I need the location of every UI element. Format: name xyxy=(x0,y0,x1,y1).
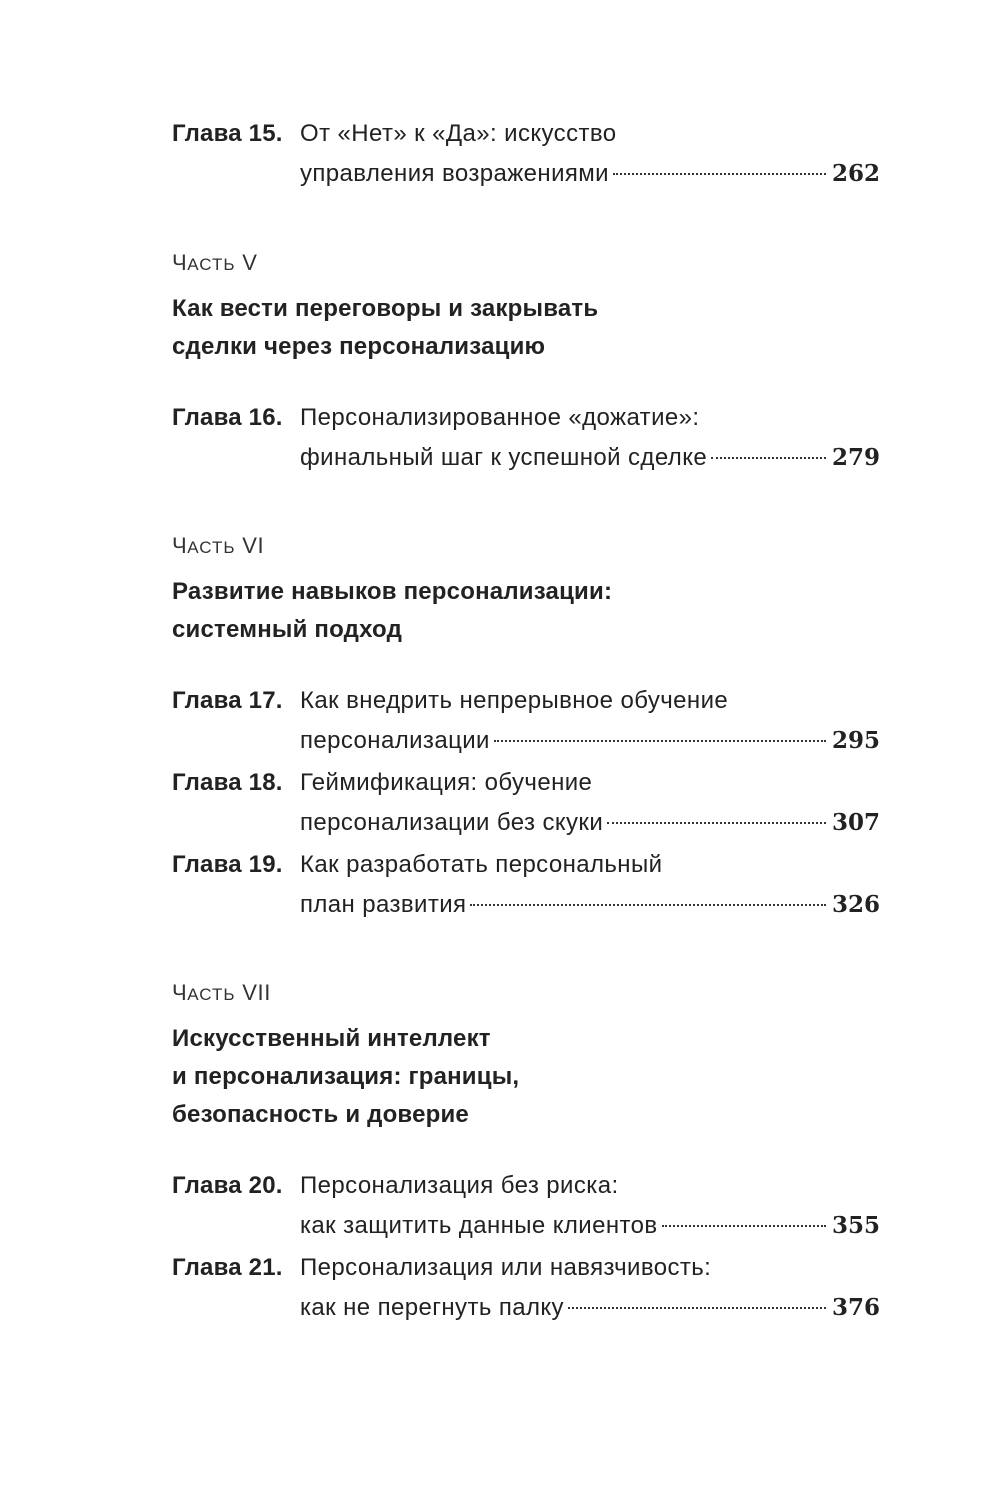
page-number: 279 xyxy=(831,444,880,471)
toc-entry-chapter-16[interactable] xyxy=(172,398,880,488)
leader-dots xyxy=(711,457,826,459)
chapter-label: Глава 15. xyxy=(172,120,283,147)
chapter-title-line-2: как защитить данные клиентов xyxy=(300,1212,658,1239)
part-number: VII xyxy=(242,980,271,1005)
chapter-title-line-2: управления возражениями xyxy=(300,160,609,187)
part-number: VI xyxy=(242,533,265,558)
chapter-title-line-2: план развития xyxy=(300,891,467,918)
toc-entry-chapter-17[interactable] xyxy=(172,681,880,771)
page-number: 307 xyxy=(831,809,880,836)
page-number: 355 xyxy=(831,1212,880,1239)
chapter-title-line-2: персонализации xyxy=(300,727,490,754)
chapter-title-line-1: Как разработать персональный xyxy=(300,851,663,878)
page-number: 326 xyxy=(831,891,880,918)
chapter-title-line-1: Геймификация: обучение xyxy=(300,769,593,796)
toc-entry-chapter-18[interactable] xyxy=(172,763,880,853)
part-label-word: АСТЬ xyxy=(187,985,236,1004)
leader-dots xyxy=(494,740,826,742)
chapter-label: Глава 20. xyxy=(172,1172,283,1199)
chapter-label: Глава 19. xyxy=(172,851,283,878)
chapter-title-line-1: От «Нет» к «Да»: искусство xyxy=(300,120,617,147)
part-label-v xyxy=(172,248,257,280)
part-title-line: и персонализация: границы, xyxy=(172,1063,520,1090)
part-label-word: АСТЬ xyxy=(187,538,236,557)
chapter-title-line-1: Персонализация без риска: xyxy=(300,1172,619,1199)
chapter-label: Глава 16. xyxy=(172,404,283,431)
part-title-line: сделки через персонализацию xyxy=(172,333,546,360)
leader-dots xyxy=(662,1225,826,1227)
part-label-word: АСТЬ xyxy=(187,255,236,274)
part-title-line: системный подход xyxy=(172,616,403,643)
part-label-initial: Ч xyxy=(172,250,188,275)
toc-entry-chapter-19[interactable] xyxy=(172,845,880,935)
chapter-title-line-1: Как внедрить непрерывное обучение xyxy=(300,687,729,714)
part-label-vii xyxy=(172,978,271,1010)
leader-dots xyxy=(607,822,826,824)
toc-entry-chapter-20[interactable] xyxy=(172,1166,880,1256)
leader-dots xyxy=(568,1307,826,1309)
part-label-initial: Ч xyxy=(172,533,188,558)
leader-dots xyxy=(470,904,826,906)
part-label-vi xyxy=(172,531,264,563)
page-number: 262 xyxy=(831,160,880,187)
chapter-label: Глава 18. xyxy=(172,769,283,796)
page-number: 295 xyxy=(831,727,880,754)
chapter-title-line-2: как не перегнуть палку xyxy=(300,1294,564,1321)
part-title-v xyxy=(172,290,872,366)
part-label-initial: Ч xyxy=(172,980,188,1005)
chapter-label: Глава 21. xyxy=(172,1254,283,1281)
chapter-title-line-2: финальный шаг к успешной сделке xyxy=(300,444,708,471)
chapter-title-line-1: Персонализация или навязчивость: xyxy=(300,1254,712,1281)
chapter-title-line-1: Персонализированное «дожатие»: xyxy=(300,404,700,431)
chapter-title-line-2: персонализации без скуки xyxy=(300,809,604,836)
leader-dots xyxy=(613,173,826,175)
part-title-line: Искусственный интеллект xyxy=(172,1025,491,1052)
page-number: 376 xyxy=(831,1294,880,1321)
chapter-label: Глава 17. xyxy=(172,687,283,714)
part-title-vii xyxy=(172,1020,872,1134)
part-title-line: безопасность и доверие xyxy=(172,1101,469,1128)
part-title-vi xyxy=(172,573,872,649)
toc-entry-chapter-15[interactable] xyxy=(172,114,880,204)
toc-entry-chapter-21[interactable] xyxy=(172,1248,880,1338)
part-title-line: Как вести переговоры и закрывать xyxy=(172,295,599,322)
part-number: V xyxy=(242,250,258,275)
part-title-line: Развитие навыков персонализации: xyxy=(172,578,613,605)
